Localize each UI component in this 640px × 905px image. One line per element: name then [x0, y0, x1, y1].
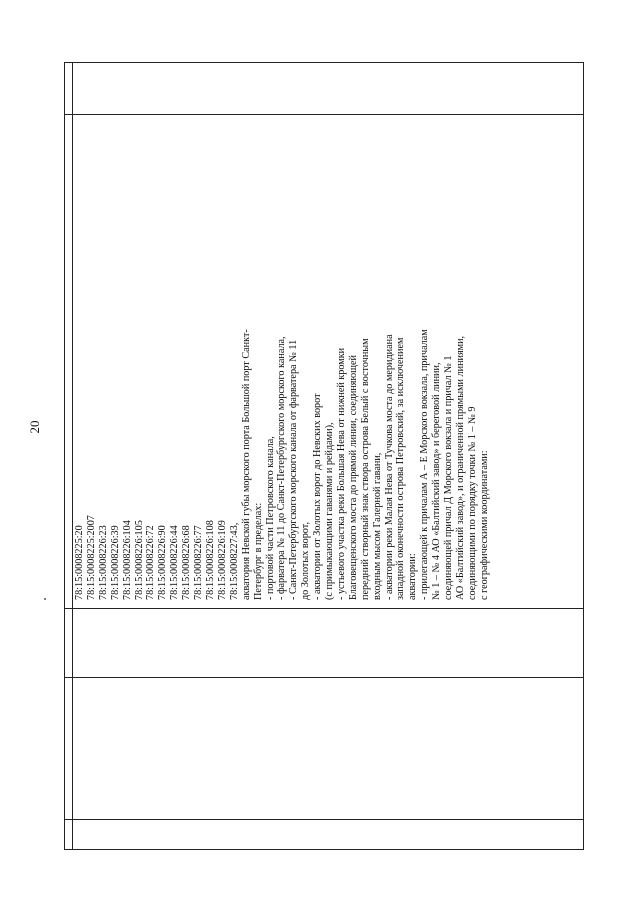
description-cell: [72, 114, 580, 608]
text-line: 78:15:0008226:39: [109, 525, 121, 600]
text-line: 78:15:0008226:44: [169, 525, 181, 600]
text-line: Благовещенского моста до прямой линии, соединяющей: [347, 355, 359, 600]
row-divider-3: [65, 677, 583, 678]
text-line: 78:15:0008225:20: [74, 525, 85, 600]
text-line: 78:15:0008226:68: [181, 525, 193, 600]
text-line: входным мысом Галерной гавани,: [371, 452, 383, 600]
text-line: (с примыкающими гаванями и рейдами),: [324, 422, 336, 600]
text-line: - Санкт-Петербургского морского канала от фарватера № 11: [288, 339, 300, 600]
text-line: 78:15:0008226:108: [204, 520, 216, 600]
text-line: 78:15:0008226:90: [157, 525, 169, 600]
text-line: до Золотых ворот,: [300, 522, 312, 600]
text-line: - устьевого участка реки Большая Нева от нижней кромки: [335, 347, 347, 600]
page-number-text: 20: [26, 420, 42, 434]
text-line: западной оконечности острова Петровский, за исключением: [395, 337, 407, 600]
text-line: 78:15:0008226:109: [216, 520, 228, 600]
text-line: с географическими координатами:: [478, 450, 490, 600]
row-divider-2: [65, 608, 583, 609]
text-line: акватории:: [407, 553, 419, 600]
text-line: передний створный знак створа острова Белый с восточным: [359, 338, 371, 600]
text-line: 78:15:0008226:105: [133, 520, 145, 600]
description-text: [72, 114, 580, 608]
page-number: [19, 417, 49, 437]
text-line: - прилегающей к причалам А – Е Морского вокзала, причалам: [419, 329, 431, 600]
text-line: 78:15:0008227:43,: [228, 522, 240, 600]
text-line: - портовой части Петровского канала,: [264, 436, 276, 600]
text-line: соединяющей причал Д Морского вокзала и причал № 1: [443, 355, 455, 600]
row-divider-4: [65, 819, 583, 820]
text-line: - акватории от Золотых ворот до Невских ворот: [312, 393, 324, 600]
text-line: - акватории реки Малая Нева от Тучкова моста до меридиана: [383, 334, 395, 600]
scan-speck: [44, 598, 46, 600]
text-line: 78:15:0008226:72: [145, 525, 157, 600]
text-line: № 1 – № 4 АО «Балтийский завод» и береговой линии,: [431, 362, 443, 600]
table: [64, 62, 584, 850]
text-line: 78:15:0008226:104: [121, 520, 133, 600]
text-line: - фарватера № 11 до Санкт-Петербургского морского канала,: [276, 336, 288, 600]
text-line: АО «Балтийский завод», и ограниченной прямыми линиями,: [455, 335, 466, 600]
text-line: Петербург в пределах:: [252, 502, 264, 600]
text-line: акватория Невской губы морского порта Большой порт Санкт-: [240, 329, 252, 600]
text-line: 78:15:0008226:77: [193, 525, 205, 600]
text-line: 78:15:0008225:2007: [85, 515, 97, 600]
text-line: соединяющими по порядку точки № 1 – № 9: [466, 406, 478, 600]
text-line: 78:15:0008226:23: [97, 525, 109, 600]
